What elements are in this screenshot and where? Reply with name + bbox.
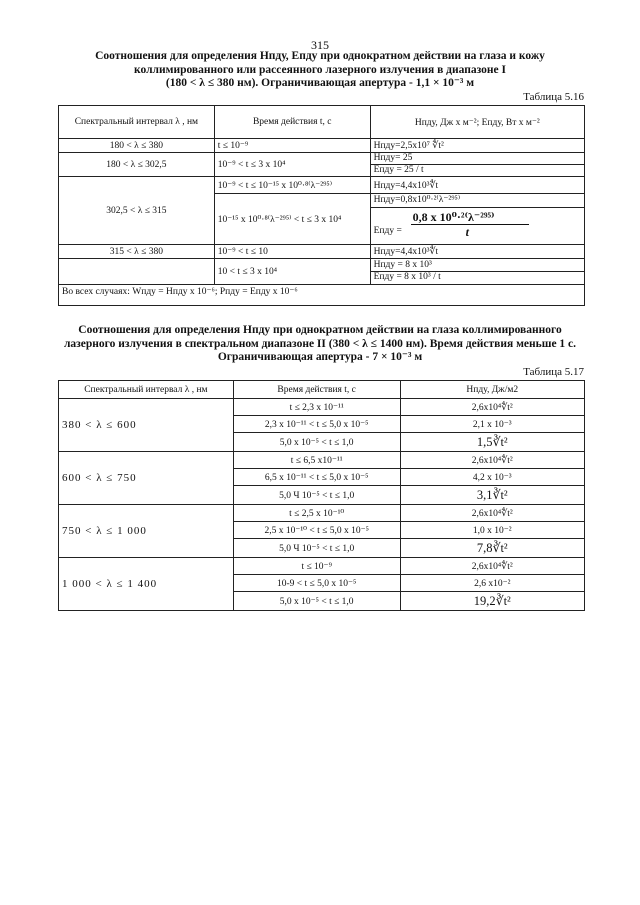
time-cell: t ≤ 2,5 x 10⁻¹⁰ bbox=[233, 505, 400, 522]
value-cell bbox=[370, 153, 584, 177]
range-cell: 1 000 < λ ≤ 1 400 bbox=[59, 558, 234, 611]
value-line: Hпду= 25 bbox=[371, 153, 584, 165]
time-cell: 5,0 Ч 10⁻⁵ < t ≤ 1,0 bbox=[233, 539, 400, 558]
title-line: Соотношения для определения Hпду при однократном действии на глаза коллимированного bbox=[78, 324, 562, 336]
value-cell: 2,6x10⁴∜t² bbox=[400, 452, 584, 469]
time-cell: 6,5 x 10⁻¹¹ < t ≤ 5,0 x 10⁻⁵ bbox=[233, 469, 400, 486]
time-cell: 5,0 x 10⁻⁵ < t ≤ 1,0 bbox=[233, 592, 400, 611]
time-cell: 10 < t ≤ 3 x 10⁴ bbox=[214, 259, 370, 285]
fraction-line bbox=[371, 208, 584, 244]
title-line: Соотношения для определения Hпду, Eпду при однократном действии на глаза и кожу bbox=[95, 50, 545, 62]
value-cell bbox=[370, 259, 584, 285]
range-cell: 380 < λ ≤ 600 bbox=[59, 399, 234, 452]
value-cell: 19,2∛t² bbox=[400, 592, 584, 611]
value-cell: Hпду=4,4x10³∜t bbox=[370, 177, 584, 194]
title-line: Ограничивающая апертура - 7 × 10⁻³ м bbox=[217, 351, 423, 363]
value-line: Hпду=0,8x10⁰·²⁽λ⁻²⁹⁵⁾ bbox=[371, 194, 584, 208]
value-cell bbox=[370, 194, 584, 245]
range-cell: 302,5 < λ ≤ 315 bbox=[59, 177, 215, 245]
title-line: (180 < λ ≤ 380 нм). Ограничивающая апертура - 1,1 × 10⁻³ м bbox=[165, 77, 475, 89]
table-row bbox=[59, 505, 585, 522]
time-cell: t ≤ 6,5 x10⁻¹¹ bbox=[233, 452, 400, 469]
fraction-denominator: t bbox=[465, 225, 469, 239]
table-row bbox=[59, 452, 585, 469]
header-cell: Hпду, Дж х м⁻²; Eпду, Вт х м⁻² bbox=[370, 106, 584, 139]
header-cell: Спектральный интервал λ , нм bbox=[59, 381, 234, 399]
time-cell: 2,3 x 10⁻¹¹ < t ≤ 5,0 x 10⁻⁵ bbox=[233, 416, 400, 433]
value-cell: 1,5∛t² bbox=[400, 433, 584, 452]
value-cell: 1,0 x 10⁻² bbox=[400, 522, 584, 539]
range-cell: 180 < λ ≤ 302,5 bbox=[59, 153, 215, 177]
table-5-16 bbox=[58, 105, 585, 306]
range-cell: 600 < λ ≤ 750 bbox=[59, 452, 234, 505]
range-cell: 315 < λ ≤ 380 bbox=[59, 245, 215, 259]
time-cell: 5,0 x 10⁻⁵ < t ≤ 1,0 bbox=[233, 433, 400, 452]
table-5-16-title bbox=[60, 50, 580, 91]
table-5-17-label: Таблица 5.17 bbox=[523, 366, 584, 378]
time-cell: 5,0 Ч 10⁻⁵ < t ≤ 1,0 bbox=[233, 486, 400, 505]
header-cell: Спектральный интервал λ , нм bbox=[59, 106, 215, 139]
time-cell: 10⁻⁹ < t ≤ 3 x 10⁴ bbox=[214, 153, 370, 177]
footnote: Во всех случаях: Wпду = Hпду x 10⁻⁶; Pпду = Eпду x 10⁻⁶ bbox=[59, 285, 585, 306]
value-line: Eпду = 25 / t bbox=[373, 165, 424, 175]
fraction-prefix: Eпду = bbox=[373, 226, 402, 236]
header-cell: Hпду, Дж/м2 bbox=[400, 381, 584, 399]
range-cell-empty bbox=[59, 259, 215, 285]
title-line: лазерного излучения в спектральном диапазоне II (380 < λ ≤ 1400 нм). Время действия меньше 1 с. bbox=[63, 337, 577, 350]
value-cell: Hпду=4,4x10³∜t bbox=[370, 245, 584, 259]
header-cell: Время действия t, с bbox=[214, 106, 370, 139]
header-cell: Время действия t, с bbox=[233, 381, 400, 399]
title-line: коллимированного или рассеянного лазерного излучения в диапазоне I bbox=[134, 63, 506, 76]
value-cell: 7,8∛t² bbox=[400, 539, 584, 558]
page-number: 315 bbox=[311, 38, 329, 52]
value-cell: 2,1 x 10⁻³ bbox=[400, 416, 584, 433]
table-5-17 bbox=[58, 380, 585, 611]
table-row bbox=[59, 399, 585, 416]
value-cell: 3,1∛t² bbox=[400, 486, 584, 505]
time-cell: 10⁻⁹ < t ≤ 10 bbox=[214, 245, 370, 259]
time-cell: 2,5 x 10⁻¹⁰ < t ≤ 5,0 x 10⁻⁵ bbox=[233, 522, 400, 539]
range-cell: 750 < λ ≤ 1 000 bbox=[59, 505, 234, 558]
time-cell: 10⁻¹⁵ x 10⁰·⁸⁽λ⁻²⁹⁵⁾ < t ≤ 3 x 10⁴ bbox=[214, 194, 370, 245]
value-cell: 4,2 x 10⁻³ bbox=[400, 469, 584, 486]
value-line: Hпду = 8 x 10³ bbox=[371, 260, 584, 272]
value-cell: 2,6x10⁴∜t² bbox=[400, 399, 584, 416]
time-cell: 10-9 < t ≤ 5,0 x 10⁻⁵ bbox=[233, 575, 400, 592]
value-line: Eпду = 8 x 10³ / t bbox=[373, 272, 441, 282]
value-cell: Hпду=2,5x10⁷ ∜t² bbox=[370, 139, 584, 153]
time-cell: t ≤ 10⁻⁹ bbox=[233, 558, 400, 575]
time-cell: 10⁻⁹ < t ≤ 10⁻¹⁵ x 10⁰·⁸⁽λ⁻²⁹⁵⁾ bbox=[214, 177, 370, 194]
fraction-bar bbox=[411, 224, 529, 225]
table-5-17-title bbox=[60, 324, 580, 365]
table-5-16-label: Таблица 5.16 bbox=[523, 91, 584, 103]
range-cell: 180 < λ ≤ 380 bbox=[59, 139, 215, 153]
value-cell: 2,6x10⁴∜t² bbox=[400, 505, 584, 522]
table-row bbox=[59, 558, 585, 575]
time-cell: t ≤ 2,3 x 10⁻¹¹ bbox=[233, 399, 400, 416]
value-cell: 2,6 x10⁻² bbox=[400, 575, 584, 592]
time-cell: t ≤ 10⁻⁹ bbox=[214, 139, 370, 153]
value-cell: 2,6x10⁴∜t² bbox=[400, 558, 584, 575]
fraction-numerator: 0,8 x 10⁰·²⁽λ⁻²⁹⁵⁾ bbox=[412, 210, 495, 224]
